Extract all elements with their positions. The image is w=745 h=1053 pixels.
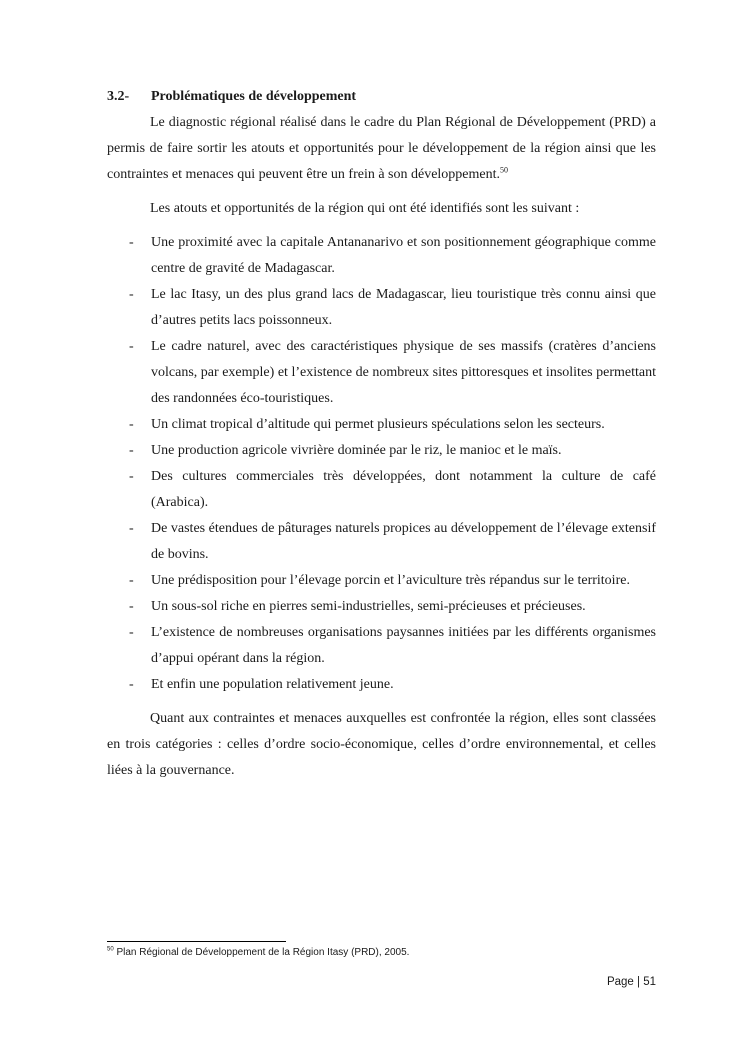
list-item-text: Le cadre naturel, avec des caractéristiques physique de ses massifs (cratères d’anciens volcans, par exemple) et l’existence de nombreux sites pittoresques et insolites permettant des randonnées éco-touristiques. (151, 339, 656, 406)
bullet-marker: - (129, 599, 134, 614)
list-item-text: Et enfin une population relativement jeune. (151, 677, 394, 692)
list-item (107, 620, 656, 672)
bullet-marker: - (129, 573, 134, 588)
section-number: 3.2- (107, 89, 130, 104)
footnote (107, 947, 409, 958)
list-item (107, 282, 656, 334)
intro-paragraph (107, 110, 656, 188)
list-item-text: Un sous-sol riche en pierres semi-industrielles, semi-précieuses et précieuses. (151, 599, 586, 614)
document-body (107, 84, 656, 784)
bullet-marker: - (129, 677, 134, 692)
bullet-marker: - (129, 469, 134, 484)
list-item-text: Des cultures commerciales très développées, dont notamment la culture de café (Arabica). (151, 469, 656, 510)
closing-paragraph: Quant aux contraintes et menaces auxquelles est confrontée la région, elles sont classées en trois catégories : celles d’ordre socio-économique, celles d’ordre environnemental, et celles liées à la gouvernance. (107, 711, 656, 778)
list-item (107, 594, 656, 620)
bullet-marker: - (129, 443, 134, 458)
bullet-marker: - (129, 521, 134, 536)
lead-paragraph: Les atouts et opportunités de la région qui ont été identifiés sont les suivant : (150, 201, 580, 216)
list-item-text: De vastes étendues de pâturages naturels propices au développement de l’élevage extensif de bovins. (151, 521, 656, 562)
footnote-reference: 50 (500, 165, 509, 175)
list-item-text: Une production agricole vivrière dominée par le riz, le manioc et le maïs. (151, 443, 562, 458)
list-item (107, 568, 656, 594)
list-item (107, 412, 656, 438)
list-item-text: Un climat tropical d’altitude qui permet plusieurs spéculations selon les secteurs. (151, 417, 605, 432)
page-number: Page | 51 (606, 976, 656, 988)
list-item (107, 672, 656, 698)
bullet-marker: - (129, 625, 134, 640)
section-heading (107, 84, 656, 110)
list-item (107, 438, 656, 464)
list-item (107, 464, 656, 516)
footnote-number: 50 (107, 946, 114, 953)
list-item-text: Une proximité avec la capitale Antananarivo et son positionnement géographique comme centre de gravité de Madagascar. (151, 235, 656, 276)
bullet-marker: - (129, 287, 134, 302)
list-item-text: L’existence de nombreuses organisations paysannes initiées par les différents organismes d’appui opérant dans la région. (151, 625, 656, 666)
list-item (107, 334, 656, 412)
strengths-list (107, 230, 656, 698)
intro-text: Le diagnostic régional réalisé dans le cadre du Plan Régional de Développement (PRD) a permis de faire sortir les atouts et opportunités pour le développement de la région ainsi que les contraintes et menaces qui peuvent être un frein à son développement. (107, 115, 656, 182)
list-item (107, 230, 656, 282)
bullet-marker: - (129, 235, 134, 250)
section-title: Problématiques de développement (151, 89, 357, 104)
list-item-text: Le lac Itasy, un des plus grand lacs de Madagascar, lieu touristique très connu ainsi que d’autres petits lacs poissonneux. (151, 287, 656, 328)
list-item (107, 516, 656, 568)
bullet-marker: - (129, 417, 134, 432)
footnote-divider (107, 941, 286, 942)
footnote-text: Plan Régional de Développement de la Région Itasy (PRD), 2005. (116, 947, 410, 958)
bullet-marker: - (129, 339, 134, 354)
list-item-text: Une prédisposition pour l’élevage porcin et l’aviculture très répandus sur le territoire. (151, 573, 630, 588)
